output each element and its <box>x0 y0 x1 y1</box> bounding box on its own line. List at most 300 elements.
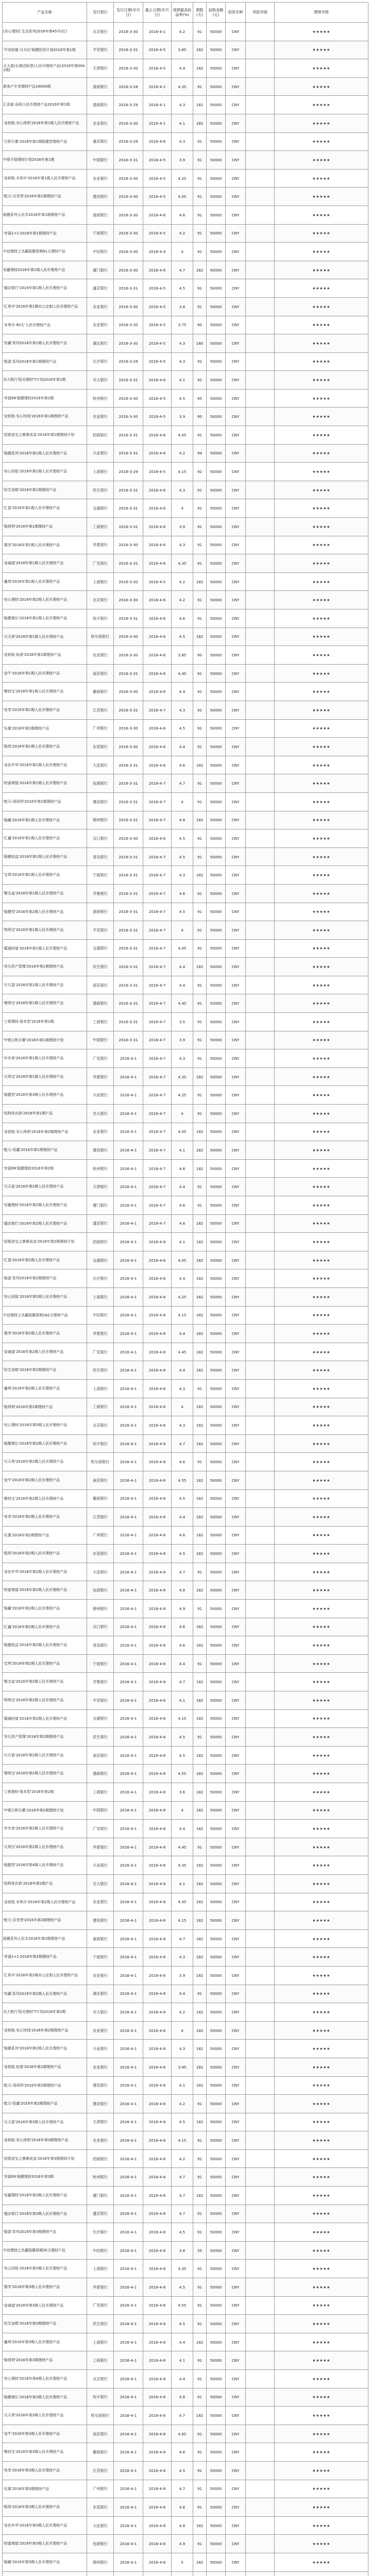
table-row <box>3 2260 368 2278</box>
cell-min-amount: 50000 <box>207 1434 226 1453</box>
cell-min-amount: 50000 <box>207 1123 226 1141</box>
cell-end-date: 2016-4-8 <box>143 1489 172 1508</box>
cell-expected-yield: 4.55 <box>172 1765 193 1783</box>
cell-currency: CNY <box>226 2296 246 2315</box>
cell-rating: ★★★★★ <box>275 792 368 811</box>
cell-risk-level <box>246 1801 275 1820</box>
table-row <box>3 884 368 903</box>
cell-issuing-bank: 平安银行 <box>87 41 114 59</box>
cell-issue-date: 2016-3-30 <box>114 114 143 132</box>
cell-end-date: 2016-4-5 <box>143 279 172 298</box>
cell-product-name: '天天盈'2016年第2期人民币理财产品 <box>3 1178 87 1196</box>
cell-min-amount: 50000 <box>207 921 226 940</box>
cell-currency: CNY <box>226 1453 246 1471</box>
table-row <box>3 59 368 78</box>
cell-product-name: '稳得利'2016年第2期理财产品 <box>3 1398 87 1416</box>
cell-risk-level <box>246 2370 275 2388</box>
cell-risk-level <box>246 1856 275 1875</box>
cell-min-amount: 50000 <box>207 2260 226 2278</box>
cell-currency: CNY <box>226 2443 246 2462</box>
cell-issue-date: 2016-4-1 <box>114 2241 143 2260</box>
table-row <box>3 738 368 756</box>
cell-term-days: 182 <box>193 1783 207 1802</box>
header-rating: 理财评级 <box>275 3 368 23</box>
cell-risk-level <box>246 463 275 481</box>
cell-expected-yield: 4.35 <box>172 1067 193 1086</box>
cell-product-name: '稳盈'系列2016年第1期理财产品 <box>3 352 87 371</box>
cell-product-name: '平安财富-月月红'稳健投资计划2016年第1期 <box>3 41 87 59</box>
table-row <box>3 1746 368 1765</box>
cell-rating: ★★★★★ <box>275 59 368 78</box>
table-row <box>3 1471 368 1489</box>
cell-risk-level <box>246 2168 275 2187</box>
cell-issuing-bank: 建设银行 <box>87 1911 114 1930</box>
cell-product-name: '稳健收益'2016年第2期人民币理财产品 <box>3 1636 87 1655</box>
cell-expected-yield: 4.3 <box>172 96 193 114</box>
table-row <box>3 958 368 976</box>
cell-issuing-bank: 南京银行 <box>87 664 114 683</box>
cell-issue-date: 2016-4-1 <box>114 2461 143 2480</box>
table-row <box>3 1838 368 1856</box>
cell-currency: CNY <box>226 1233 246 1251</box>
cell-issuing-bank: 盛京银行 <box>87 1214 114 1233</box>
table-row <box>3 1966 368 1985</box>
cell-risk-level <box>246 151 275 170</box>
cell-issuing-bank: 光大银行 <box>87 2003 114 2022</box>
cell-min-amount: 50000 <box>207 2315 226 2333</box>
cell-expected-yield: 4.55 <box>172 1471 193 1489</box>
cell-min-amount: 50000 <box>207 994 226 1013</box>
cell-issue-date: 2016-4-1 <box>114 1361 143 1380</box>
cell-expected-yield: 4.5 <box>172 1545 193 1563</box>
cell-rating: ★★★★★ <box>275 188 368 206</box>
cell-min-amount: 50000 <box>207 811 226 829</box>
cell-issuing-bank: 大连银行 <box>87 756 114 774</box>
cell-rating: ★★★★★ <box>275 1123 368 1141</box>
cell-issue-date: 2016-4-1 <box>114 1214 143 1233</box>
cell-risk-level <box>246 2535 275 2553</box>
cell-end-date: 2016-4-5 <box>143 297 172 316</box>
cell-expected-yield: 4.5 <box>172 279 193 298</box>
cell-currency: CNY <box>226 609 246 628</box>
cell-min-amount: 50000 <box>207 499 226 518</box>
cell-min-amount: 50000 <box>207 2553 226 2571</box>
cell-expected-yield: 4.8 <box>172 2388 193 2406</box>
cell-currency: CNY <box>226 1416 246 1435</box>
cell-issue-date: 2016-4-1 <box>114 1673 143 1691</box>
table-row <box>3 426 368 445</box>
cell-term-days: 182 <box>193 41 207 59</box>
cell-rating: ★★★★★ <box>275 2480 368 2498</box>
table-row <box>3 1985 368 2003</box>
cell-issue-date: 2016-4-1 <box>114 2149 143 2168</box>
cell-rating: ★★★★★ <box>275 41 368 59</box>
cell-issue-date: 2016-3-31 <box>114 41 143 59</box>
cell-rating: ★★★★★ <box>275 1361 368 1380</box>
cell-issue-date: 2016-3-31 <box>114 609 143 628</box>
table-row <box>3 994 368 1013</box>
cell-expected-yield: 4.15 <box>172 1306 193 1325</box>
cell-end-date: 2016-4-7 <box>143 994 172 1013</box>
cell-currency: CNY <box>226 939 246 958</box>
table-row <box>3 23 368 41</box>
cell-rating: ★★★★★ <box>275 132 368 151</box>
cell-risk-level <box>246 371 275 389</box>
cell-min-amount: 50000 <box>207 1361 226 1380</box>
cell-currency: CNY <box>226 2553 246 2571</box>
cell-min-amount: 50000 <box>207 2498 226 2517</box>
cell-min-amount: 50000 <box>207 1618 226 1636</box>
cell-expected-yield: 4.45 <box>172 1343 193 1361</box>
cell-issue-date: 2016-4-1 <box>114 2553 143 2571</box>
cell-end-date: 2016-4-8 <box>143 1434 172 1453</box>
cell-risk-level <box>246 426 275 445</box>
cell-expected-yield: 4.8 <box>172 1581 193 1600</box>
cell-rating: ★★★★★ <box>275 866 368 885</box>
cell-term-days: 182 <box>193 1434 207 1453</box>
cell-rating: ★★★★★ <box>275 591 368 609</box>
cell-product-name: 中银平稳理财计划2016年第1期 <box>3 151 87 170</box>
cell-risk-level <box>246 1563 275 1581</box>
cell-issue-date: 2016-3-30 <box>114 59 143 78</box>
cell-risk-level <box>246 96 275 114</box>
cell-expected-yield: 4.3 <box>172 1379 193 1398</box>
cell-issue-date: 2016-4-1 <box>114 1618 143 1636</box>
cell-term-days: 182 <box>193 1123 207 1141</box>
cell-expected-yield: 3.5 <box>172 1013 193 1031</box>
cell-issuing-bank: 华夏银行 <box>87 1067 114 1086</box>
cell-term-days: 91 <box>193 2278 207 2297</box>
cell-term-days: 91 <box>193 499 207 518</box>
cell-risk-level <box>246 2553 275 2571</box>
cell-term-days: 91 <box>193 1838 207 1856</box>
cell-product-name: '财富增值'2016年第2期人民币理财产品 <box>3 1581 87 1600</box>
cell-product-name: '中银日积月累'2016年第2期理财计划 <box>3 1801 87 1820</box>
cell-term-days: 182 <box>193 1214 207 1233</box>
cell-issuing-bank: 宁波银行 <box>87 866 114 885</box>
cell-risk-level <box>246 261 275 279</box>
cell-term-days: 91 <box>193 279 207 298</box>
cell-min-amount: 50000 <box>207 2149 226 2168</box>
cell-rating: ★★★★★ <box>275 2498 368 2517</box>
cell-min-amount: 50000 <box>207 1820 226 1838</box>
cell-term-days: 182 <box>193 1581 207 1600</box>
cell-product-name: '中银日积月累'2016年第1期理财计划 <box>3 1031 87 1049</box>
cell-product-name: '乾元-周周利'2016年第1期理财产品 <box>3 792 87 811</box>
cell-end-date: 2016-4-5 <box>143 41 172 59</box>
cell-risk-level <box>246 664 275 683</box>
cell-product-name: '非凡资产管理'2016年第1期理财产品 <box>3 958 87 976</box>
cell-end-date: 2016-4-8 <box>143 1379 172 1398</box>
cell-expected-yield: 4.4 <box>172 2370 193 2388</box>
cell-issue-date: 2016-3-31 <box>114 664 143 683</box>
cell-min-amount: 50000 <box>207 1545 226 1563</box>
cell-risk-level <box>246 1269 275 1288</box>
cell-min-amount: 50000 <box>207 1049 226 1068</box>
cell-risk-level <box>246 2498 275 2517</box>
table-row <box>3 1031 368 1049</box>
cell-issuing-bank: 哈尔滨银行 <box>87 2406 114 2425</box>
cell-end-date: 2016-4-6 <box>143 371 172 389</box>
cell-term-days: 91 <box>193 1105 207 1123</box>
cell-currency: CNY <box>226 1343 246 1361</box>
cell-term-days: 91 <box>193 151 207 170</box>
cell-min-amount: 50000 <box>207 609 226 628</box>
cell-product-name: '金色年华'2016年第2期人民币理财产品 <box>3 1563 87 1581</box>
cell-rating: ★★★★★ <box>275 1287 368 1306</box>
table-row <box>3 2315 368 2333</box>
cell-rating: ★★★★★ <box>275 1673 368 1691</box>
cell-min-amount: 50000 <box>207 1067 226 1086</box>
cell-expected-yield: 4.2 <box>172 2003 193 2022</box>
cell-currency: CNY <box>226 188 246 206</box>
cell-issue-date: 2016-4-1 <box>114 2516 143 2535</box>
cell-currency: CNY <box>226 1838 246 1856</box>
cell-term-days: 182 <box>193 2058 207 2076</box>
cell-end-date: 2016-4-6 <box>143 646 172 665</box>
cell-risk-level <box>246 792 275 811</box>
cell-product-name: '增利宝'2016年第1期人民币理财产品 <box>3 994 87 1013</box>
cell-term-days: 35 <box>193 2241 207 2260</box>
cell-currency: CNY <box>226 738 246 756</box>
cell-rating: ★★★★★ <box>275 261 368 279</box>
cell-expected-yield: 4.6 <box>172 1159 193 1178</box>
cell-expected-yield: 4.6 <box>172 1453 193 1471</box>
cell-issue-date: 2016-4-1 <box>114 2260 143 2278</box>
cell-issuing-bank: 包商银行 <box>87 1581 114 1600</box>
cell-currency: CNY <box>226 2040 246 2058</box>
cell-risk-level <box>246 1013 275 1031</box>
cell-currency: CNY <box>226 1269 246 1288</box>
cell-issuing-bank: 渤海银行 <box>87 96 114 114</box>
cell-risk-level <box>246 1874 275 1893</box>
cell-issue-date: 2016-4-1 <box>114 1801 143 1820</box>
cell-expected-yield: 4.5 <box>172 2315 193 2333</box>
cell-term-days: 95 <box>193 389 207 408</box>
cell-rating: ★★★★★ <box>275 1618 368 1636</box>
cell-issue-date: 2016-3-31 <box>114 848 143 866</box>
table-row <box>3 2425 368 2443</box>
cell-currency: CNY <box>226 994 246 1013</box>
cell-term-days: 92 <box>193 463 207 481</box>
cell-expected-yield: 4.5 <box>172 848 193 866</box>
cell-expected-yield: 4.6 <box>172 1636 193 1655</box>
cell-currency: CNY <box>226 2003 246 2022</box>
cell-end-date: 2016-4-6 <box>143 738 172 756</box>
cell-expected-yield: 4.4 <box>172 59 193 78</box>
cell-risk-level <box>246 1196 275 1215</box>
cell-issue-date: 2016-4-1 <box>114 1251 143 1269</box>
cell-issuing-bank: 广发银行 <box>87 2296 114 2315</box>
cell-currency: CNY <box>226 1545 246 1563</box>
cell-currency: CNY <box>226 572 246 591</box>
cell-min-amount: 50000 <box>207 958 226 976</box>
cell-end-date: 2016-4-7 <box>143 921 172 940</box>
cell-issue-date: 2016-4-1 <box>114 1709 143 1728</box>
cell-expected-yield: 4.65 <box>172 2425 193 2443</box>
cell-expected-yield: 4.4 <box>172 1654 193 1673</box>
cell-issuing-bank <box>87 2571 114 2576</box>
cell-end-date: 2016-4-6 <box>143 756 172 774</box>
cell-risk-level <box>246 1948 275 1967</box>
cell-currency: CNY <box>226 1985 246 2003</box>
cell-issuing-bank: 厦门银行 <box>87 261 114 279</box>
cell-rating: ★★★★★ <box>275 2149 368 2168</box>
cell-term-days: 182 <box>193 1361 207 1380</box>
cell-term-days: 182 <box>193 1325 207 1343</box>
cell-rating: ★★★★★ <box>275 1709 368 1728</box>
cell-product-name: '增利宝'2016年第2期人民币理财产品 <box>3 1765 87 1783</box>
cell-issue-date: 2016-4-1 <box>114 1563 143 1581</box>
cell-risk-level <box>246 352 275 371</box>
cell-expected-yield: 4.6 <box>172 1526 193 1545</box>
cell-term-days: 91 <box>193 829 207 848</box>
cell-min-amount: 50000 <box>207 848 226 866</box>
cell-currency: CNY <box>226 408 246 426</box>
cell-issuing-bank: 光大银行 <box>87 1105 114 1123</box>
cell-min-amount: 50000 <box>207 2480 226 2498</box>
cell-rating: ★★★★★ <box>275 2461 368 2480</box>
cell-currency: CNY <box>226 866 246 885</box>
cell-expected-yield: 4.2 <box>172 224 193 243</box>
cell-issue-date: 2016-3-31 <box>114 756 143 774</box>
cell-end-date: 2016-4-6 <box>143 481 172 499</box>
cell-min-amount: 50000 <box>207 2370 226 2388</box>
cell-product-name: '得利宝'2016年第2期人民币理财产品 <box>3 1691 87 1710</box>
cell-min-amount: 50000 <box>207 2076 226 2095</box>
cell-end-date: 2016-4-8 <box>143 2058 172 2076</box>
cell-issue-date: 2016-3-31 <box>114 1013 143 1031</box>
cell-currency: CNY <box>226 2278 246 2297</box>
cell-min-amount: 50000 <box>207 1398 226 1416</box>
cell-end-date: 2016-4-1 <box>143 114 172 132</box>
table-row <box>3 297 368 316</box>
cell-end-date: 2016-4-8 <box>143 2296 172 2315</box>
table-row <box>3 756 368 774</box>
cell-expected-yield: 4.7 <box>172 2187 193 2205</box>
cell-product-name <box>3 2571 87 2576</box>
cell-issue-date: 2016-4-1 <box>114 1765 143 1783</box>
cell-issuing-bank: 天津银行 <box>87 1178 114 1196</box>
cell-end-date: 2016-4-7 <box>143 1049 172 1068</box>
cell-risk-level <box>246 2406 275 2425</box>
cell-issue-date: 2016-4-1 <box>114 1874 143 1893</box>
cell-end-date: 2016-4-7 <box>143 1031 172 1049</box>
cell-issue-date: 2016-4-1 <box>114 2315 143 2333</box>
cell-currency: CNY <box>226 1508 246 1527</box>
cell-rating: ★★★★★ <box>275 481 368 499</box>
cell-issuing-bank: 广发银行 <box>87 1820 114 1838</box>
cell-issue-date: 2016-4-1 <box>114 1508 143 1527</box>
cell-end-date: 2016-4-5 <box>143 408 172 426</box>
cell-issuing-bank: 恒丰银行 <box>87 1434 114 1453</box>
cell-end-date: 2016-4-8 <box>143 1893 172 1911</box>
cell-end-date: 2016-4-8 <box>143 2076 172 2095</box>
cell-end-date: 2016-4-8 <box>143 2003 172 2022</box>
financial-products-table <box>2 2 368 2576</box>
cell-min-amount: 50000 <box>207 224 226 243</box>
cell-risk-level <box>246 994 275 1013</box>
table-row <box>3 1214 368 1233</box>
table-row <box>3 371 368 389</box>
cell-min-amount: 50000 <box>207 1453 226 1471</box>
cell-risk-level <box>246 1031 275 1049</box>
table-row <box>3 1728 368 1747</box>
cell-risk-level <box>246 2131 275 2150</box>
cell-term-days: 182 <box>193 2076 207 2095</box>
cell-term-days: 182 <box>193 1911 207 1930</box>
cell-term-days: 91 <box>193 738 207 756</box>
cell-product-name: 中信理财之共赢稳健周期91天理财产品 <box>3 243 87 261</box>
cell-expected-yield: 4.05 <box>172 426 193 445</box>
cell-term-days: 182 <box>193 1067 207 1086</box>
cell-currency: CNY <box>226 1765 246 1783</box>
header-min-amount: 起购金额(元) <box>207 3 226 23</box>
cell-issuing-bank: 交通银行 <box>87 1251 114 1269</box>
cell-issue-date: 2016-3-30 <box>114 224 143 243</box>
table-row <box>3 2498 368 2517</box>
cell-issue-date: 2016-4-1 <box>114 1325 143 1343</box>
cell-currency: CNY <box>226 1856 246 1875</box>
cell-risk-level <box>246 1929 275 1948</box>
cell-product-name: '安赢理财'2016年第2期人民币理财产品 <box>3 1196 87 1215</box>
cell-expected-yield: 4.5 <box>172 2223 193 2242</box>
cell-min-amount: 50000 <box>207 628 226 646</box>
cell-product-name: '幸福99'稳健理财2016年第1期 <box>3 389 87 408</box>
cell-min-amount: 50000 <box>207 389 226 408</box>
cell-issue-date: 2016-4-1 <box>114 1948 143 1967</box>
table-row <box>3 609 368 628</box>
table-row <box>3 1434 368 1453</box>
cell-term-days: 91 <box>193 683 207 701</box>
cell-issuing-bank: 农业银行 <box>87 2021 114 2040</box>
cell-currency: CNY <box>226 1709 246 1728</box>
cell-rating: ★★★★★ <box>275 1783 368 1802</box>
cell-issue-date: 2016-3-30 <box>114 243 143 261</box>
cell-term-days: 91 <box>193 206 207 224</box>
table-row <box>3 1233 368 1251</box>
table-row <box>3 41 368 59</box>
table-row <box>3 1398 368 1416</box>
cell-product-name: '财富增值'2016年第1期人民币理财产品 <box>3 774 87 793</box>
cell-issuing-bank: 北京银行 <box>87 2370 114 2388</box>
cell-issuing-bank: 厦门银行 <box>87 1196 114 1215</box>
cell-term-days: 91 <box>193 1086 207 1105</box>
cell-currency: CNY <box>226 976 246 994</box>
cell-risk-level <box>246 829 275 848</box>
cell-product-name: '鑫利'2016年第2期人民币理财产品 <box>3 1379 87 1398</box>
cell-term-days: 91 <box>193 2260 207 2278</box>
cell-issuing-bank: 农业银行 <box>87 1893 114 1911</box>
cell-rating: ★★★★★ <box>275 2516 368 2535</box>
cell-expected-yield: 4.5 <box>172 1489 193 1508</box>
cell-issuing-bank: 南京银行 <box>87 2425 114 2443</box>
table-row <box>3 1673 368 1691</box>
cell-expected-yield: 3.6 <box>172 1783 193 1802</box>
cell-end-date: 2016-4-8 <box>143 2260 172 2278</box>
cell-issue-date: 2016-4-1 <box>114 2388 143 2406</box>
cell-issuing-bank: 天津银行 <box>87 2113 114 2131</box>
cell-currency: CNY <box>226 921 246 940</box>
cell-currency: CNY <box>226 1306 246 1325</box>
cell-issuing-bank: 锦州银行 <box>87 1600 114 1618</box>
table-row <box>3 1049 368 1068</box>
cell-product-name: '稳利'2016年第3期人民币理财产品 <box>3 2498 87 2517</box>
cell-end-date: 2016-4-8 <box>143 1251 172 1269</box>
cell-rating: ★★★★★ <box>275 2443 368 2462</box>
cell-term-days: 91 <box>193 132 207 151</box>
cell-expected-yield: 4.3 <box>172 701 193 719</box>
